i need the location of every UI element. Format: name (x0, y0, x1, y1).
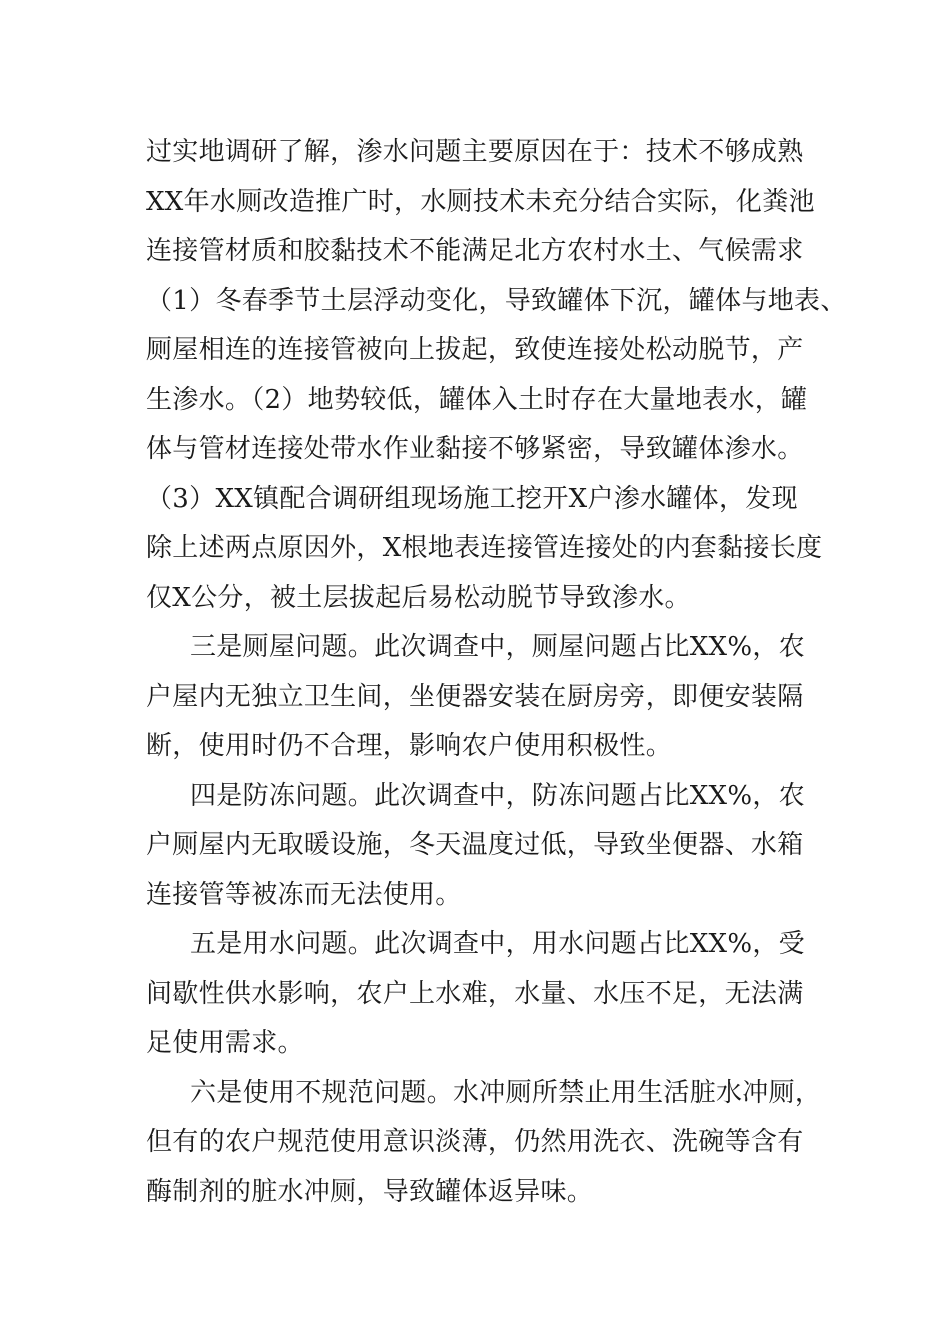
text-line: 三是厕屋问题。此次调查中，厕屋问题占比XX%，农 (190, 632, 805, 662)
text-line: 厕屋相连的连接管被向上拔起，致使连接处松动脱节，产 (146, 335, 804, 365)
text-line: 体与管材连接处带水作业黏接不够紧密，导致罐体渗水。 (146, 434, 804, 464)
text-line: 仅X公分，被土层拔起后易松动脱节导致渗水。 (146, 582, 691, 613)
text-line: 连接管材质和胶黏技术不能满足北方农村水土、气候需求 (146, 236, 804, 266)
text-line: 酶制剂的脏水冲厕，导致罐体返异味。 (146, 1176, 594, 1207)
text-line: 连接管等被冻而无法使用。 (146, 879, 462, 910)
paragraph-leak-causes (146, 128, 847, 623)
text-line: 六是使用不规范问题。水冲厕所禁止用生活脏水冲厕， (190, 1077, 822, 1108)
text-line: 户厕屋内无取暖设施，冬天温度过低，导致坐便器、水箱 (146, 830, 804, 860)
text-line: 但有的农户规范使用意识淡薄，仍然用洗衣、洗碗等含有 (146, 1127, 804, 1157)
text-line: 断，使用时仍不合理，影响农户使用积极性。 (146, 731, 673, 761)
text-line: 生渗水。（2）地势较低，罐体入土时存在大量地表水，罐 (146, 384, 808, 415)
text-line: 五是用水问题。此次调查中，用水问题占比XX%，受 (190, 929, 805, 959)
paragraph-water-use (146, 920, 836, 1069)
paragraph-toilet-room (146, 623, 836, 772)
text-line: 四是防冻问题。此次调查中，防冻问题占比XX%，农 (190, 780, 805, 811)
paragraph-antifreeze (146, 772, 836, 921)
text-line: XX年水厕改造推广时，水厕技术未充分结合实际，化粪池 (146, 186, 815, 217)
text-line: 过实地调研了解，渗水问题主要原因在于：技术不够成熟 (146, 137, 804, 167)
text-line: （3）XX镇配合调研组现场施工挖开X户渗水罐体，发现 (146, 483, 798, 514)
text-line: 足使用需求。 (146, 1028, 304, 1058)
text-line: （1）冬春季节土层浮动变化，导致罐体下沉，罐体与地表、 (146, 285, 847, 316)
text-line: 户屋内无独立卫生间，坐便器安装在厨房旁，即便安装隔 (146, 681, 804, 712)
document-body (146, 128, 847, 1217)
text-line: 间歇性供水影响，农户上水难，水量、水压不足，无法满 (146, 978, 804, 1009)
paragraph-improper-use (146, 1069, 836, 1218)
text-line: 除上述两点原因外，X根地表连接管连接处的内套黏接长度 (146, 533, 823, 563)
